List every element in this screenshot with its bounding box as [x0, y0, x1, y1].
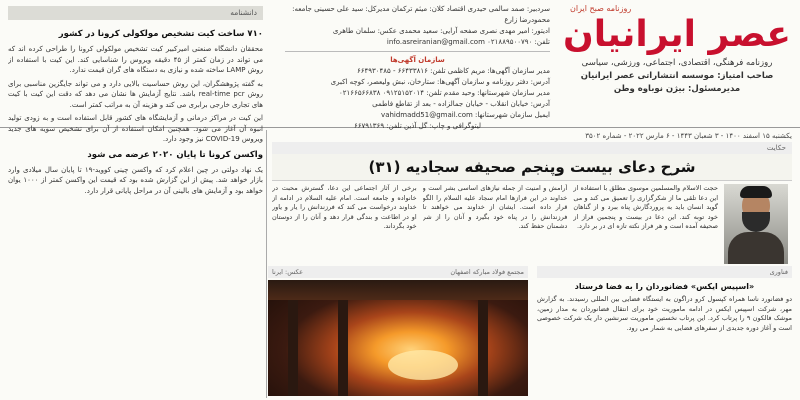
staff-line-2: ادیتور: امیر مهدی نصری صفحه آرایی: سعید محمدی عکس: سلمان طاهری — [332, 27, 550, 35]
feature-column: برخی از آثار اجتماعی این دعا، گسترش محبت در خانواده و جامعه است. امام علیه السلام در ادامه از خداوند درخواست می کند که فرزندانش را یار و یاور او در اطاعت و بندگی قرار دهد و آنان را از دوستان خود بگرداند. — [271, 184, 417, 230]
ads-line-2: آدرس: دفتر روزنامه و سازمان آگهی‌ها: ستارخان، نبش ولیعصر، کوچه اکبری — [330, 78, 550, 86]
section-label-encyclopedia: دانشنامه — [8, 6, 263, 20]
newspaper-logo[interactable]: عصر ایرانیان — [562, 14, 792, 55]
tech-text: دو فضانورد ناسا همراه کپسول کرو دراگون به ایستگاه فضایی بین المللی رسیدند. به گزارش مهر، شرکت اسپیس ایکس در ادامه ماموریت خود برای انتقال فضانوردان به مدار زمین، موشک فالکون ۹ را پرتاب کرد. این پرتاب نخستین ماموریت سرنشین دار یک شرکت خصوصی است و آغاز دوره جدیدی از سفرهای فضایی به شمار می رود. — [537, 295, 792, 332]
photo-header — [268, 266, 528, 278]
ads-line-3: مدیر سازمان شهرستانها: وحید مقدم تلفن: ۰۹۱۲۵۱۵۲۰۱۴ ۰۲۱۶۶۵۶۶۸۳۸ — [339, 89, 550, 97]
staff-line-3[interactable]: تلفن: ۰۲۱۸۸۹۵۰۰۷۹۰ info.asreiranian@gmail.com — [386, 38, 550, 46]
print-line: لیتوگرافی و چاپ: گل آذین تلفن: ۶۶۷۹۱۳۶۹ — [354, 122, 481, 130]
paragraph: محققان دانشگاه صنعتی امیرکبیر کیت تشخیص مولکولی کرونا را طراحی کرده اند که می تواند در زمان کمتر از ۴۵ دقیقه ویروس را شناسایی کند. این کیت با استفاده از روش LAMP ساخته شده و نیازی به دستگاه های گران قیمت ندارد. — [8, 45, 263, 74]
feature-article — [272, 142, 792, 264]
photo-pillar — [288, 300, 298, 396]
left-column-article — [8, 24, 263, 394]
section-label-story: حکایت — [272, 142, 792, 154]
portrait-robe — [728, 232, 784, 264]
portrait-turban — [740, 186, 772, 198]
feature-headline[interactable]: شرح دعای بیست وپنجم صحیفه سجادیه (۳۱) — [272, 154, 792, 181]
tech-article — [537, 266, 792, 396]
paragraph: یک نهاد دولتی در چین اعلام کرد که واکسن چینی کووید-۱۹ تا پایان سال میلادی وارد بازار خواهد شد. پیش از این گزارش شده بود که قیمت این واکسن کمتر از ۱۰۰۰ یوان خواهد بود و آزمایش های بالینی آن در مراحل پایانی قرار دارد. — [8, 165, 263, 195]
steel-mill-photo[interactable] — [268, 280, 528, 396]
photo-credit: عکس: ایرنا — [272, 268, 304, 276]
ads-line-4: آدرس: خیابان انقلاب - خیابان جمالزاده - بعد از تقاطع فاطمی — [372, 100, 550, 108]
column-divider — [266, 130, 267, 398]
date-bar: یکشنبه ۱۵ اسفند ۱۴۰۰ - ۳ شعبان ۱۴۴۳ - ۶ مارس ۲۰۲۲ - شماره ۳۵۰۲ — [585, 132, 792, 140]
ads-title: سازمان آگهی‌ها — [390, 56, 445, 64]
author-portrait — [724, 184, 788, 264]
feature-body — [272, 182, 792, 264]
feature-column: حجت الاسلام والمسلمین موسوی مطلق با استفاده از این دعا تلقی ما از شکرگزاری را تعمیق می کند و می گوید انسان باید به پروردگارش پناه ببرد و از گناهان خود توبه کند. این دعا در بیست و پنجمین فراز از صحیفه آمده است و هر فراز نکته تازه ای در بر دارد. — [573, 184, 718, 230]
photo-pillar — [338, 300, 348, 396]
director-line: مدیرمسئول: بیژن نوباوه وطن — [613, 84, 741, 94]
portrait-beard — [742, 212, 770, 232]
ads-line-1: مدیر سازمان آگهی‌ها: مریم کاظمی تلفن: ۶۶۴۳۳۸۱۶ - ۶۶۴۹۳۰۴۸۵ — [356, 67, 550, 75]
feature-columns — [272, 184, 718, 264]
logo-block — [562, 4, 792, 124]
photo-beam — [268, 280, 528, 300]
ads-line-5[interactable]: ایمیل سازمان شهرستانها: vahidmadd51@gmail.com — [381, 111, 550, 119]
tech-headline[interactable]: «اسپیس ایکس» فضانوردان را به فضا فرستاد — [574, 282, 755, 291]
photo-pillar — [478, 300, 488, 396]
headline-kit[interactable]: ۷۱۰ ساخت کیت تشخیص مولکولی کرونا در کشور — [58, 29, 263, 39]
paragraph: این کیت در مراکز درمانی و آزمایشگاه های کشور قابل استفاده است و به زودی تولید انبوه آن آغاز می شود. همچنین امکان استفاده از آن برای تشخیص سویه های جدید ویروس COVID-19 نیز وجود دارد. — [8, 114, 263, 143]
divider — [285, 51, 550, 52]
paragraph: به گفته پژوهشگران، این روش حساسیت بالایی دارد و می تواند جایگزین مناسبی برای روش real-time pcr باشد. نتایج آزمایش ها نشان می دهد که دقت این کیت با کیت های تجاری خارجی برابری می کند و هزینه آن به مراتب کمتر است. — [8, 79, 263, 109]
logo-tagline: روزنامه صبح ایران — [570, 4, 632, 13]
photo-caption-place: مجتمع فولاد مبارکه اصفهان — [450, 268, 524, 276]
feature-column: آرامش و امنیت از جمله نیازهای اساسی بشر است و خداوند در این فرازها امام سجاد علیه السلام را الگو قرار داده است. ایشان از خداوند می خواهند تا فرزندانش را در پناه خود بگیرد و آنان را از شر دشمنان حفظ کند. — [422, 184, 568, 230]
staff-line-1: سردبیر: صمد سالمی حیدری اقتصاد کلان: میثم ترکمان مدیرکل: سید علی حسینی جامعه: محمودرضا زارع — [292, 5, 550, 24]
section-label-tech: فناوری — [537, 266, 792, 278]
photo-glow — [388, 350, 458, 380]
owner-line: صاحب امتیاز: موسسه انتشاراتی عصر ایرانیان — [580, 71, 774, 81]
staff-block — [285, 4, 550, 130]
newspaper-subtitle: روزنامه فرهنگی، اقتصادی، اجتماعی، ورزشی، سیاسی — [581, 58, 773, 68]
headline-vaccine[interactable]: واکسن کرونا تا پایان ۲۰۲۰ عرضه می شود — [87, 149, 263, 160]
